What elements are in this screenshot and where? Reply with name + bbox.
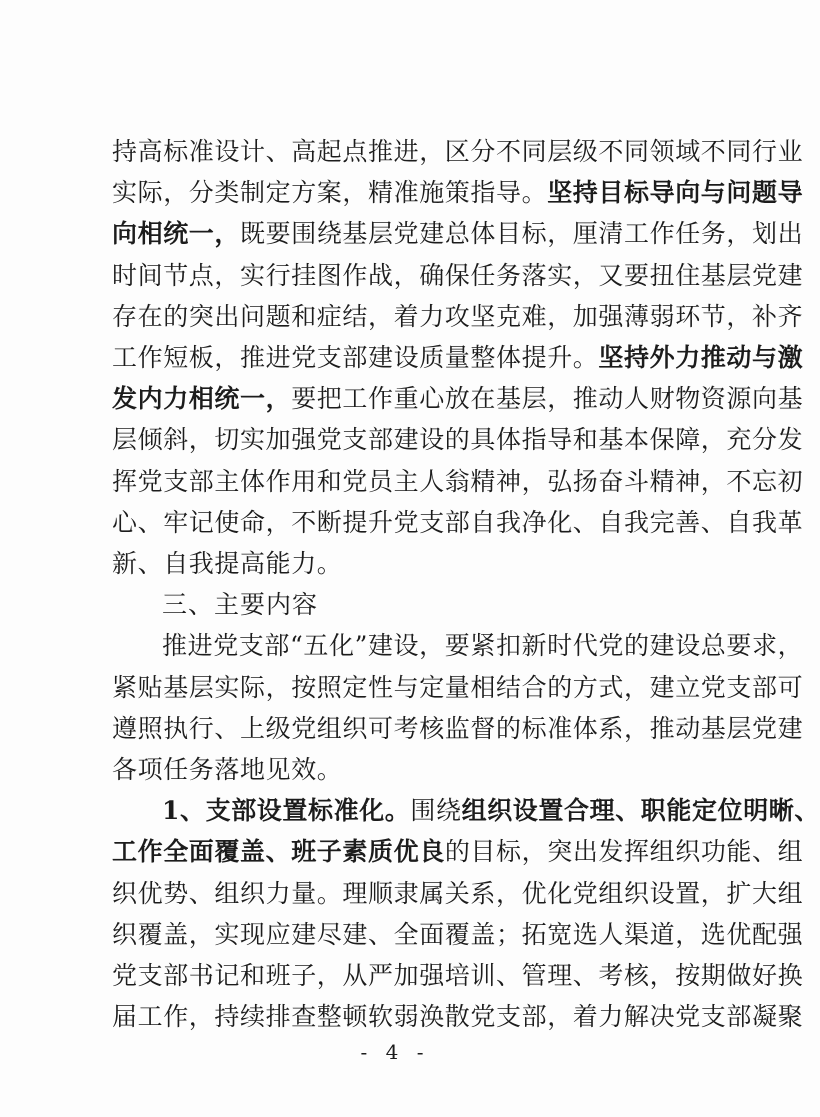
text-line: 时间节点，实行挂图作战，确保任务落实，又要扭住基层党建 (112, 260, 804, 290)
text-line: 向相统一，既要围绕基层党建总体目标，厘清工作任务，划出 (112, 219, 804, 249)
text-line: 遵照执行、上级党组织可考核监督的标准体系，推动基层党建 (112, 713, 804, 743)
text-line: 持高标准设计、高起点推进，区分不同层级不同领域不同行业 (112, 137, 804, 166)
text-line: 紧贴基层实际，按照定性与定量相结合的方式，建立党支部可 (112, 672, 804, 702)
text-line: 存在的突出问题和症结，着力攻坚克难，加强薄弱环节，补齐 (112, 301, 804, 331)
text-line: 新、自我提高能力。 (112, 549, 343, 578)
text-line: 层倾斜，切实加强党支部建设的具体指导和基本保障，充分发 (112, 425, 804, 455)
text-line: 发内力相统一，要把工作重心放在基层，推动人财物资源向基 (112, 384, 804, 414)
text-line: 心、牢记使命，不断提升党支部自我净化、自我完善、自我革 (112, 507, 804, 537)
text-line: 届工作，持续排查整顿软弱涣散党支部，着力解决党支部凝聚 (112, 1002, 804, 1032)
text-line: 织优势、组织力量。理顺隶属关系，优化党组织设置，扩大组 (112, 878, 804, 908)
text-line: 1、支部设置标准化。围绕组织设置合理、职能定位明晰、 (162, 796, 820, 826)
text-line: 工作全面覆盖、班子素质优良的目标，突出发挥组织功能、组 (112, 837, 804, 867)
text-line: 推进党支部“五化”建设，要紧扣新时代党的建设总要求， (162, 631, 804, 661)
text-line: 各项任务落地见效。 (112, 755, 343, 784)
section-heading: 三、主要内容 (162, 590, 319, 620)
text-line: 挥党支部主体作用和党员主人翁精神，弘扬奋斗精神，不忘初 (112, 466, 804, 496)
text-line: 党支部书记和班子，从严加强培训、管理、考核，按期做好换 (112, 961, 804, 990)
text-line: 工作短板，推进党支部建设质量整体提升。坚持外力推动与激 (112, 343, 804, 372)
text-line: 织覆盖，实现应建尽建、全面覆盖；拓宽选人渠道，选优配强 (112, 919, 804, 949)
text-line: 实际，分类制定方案，精准施策指导。坚持目标导向与问题导 (112, 178, 804, 208)
page-number: - 4 - (360, 1040, 430, 1064)
